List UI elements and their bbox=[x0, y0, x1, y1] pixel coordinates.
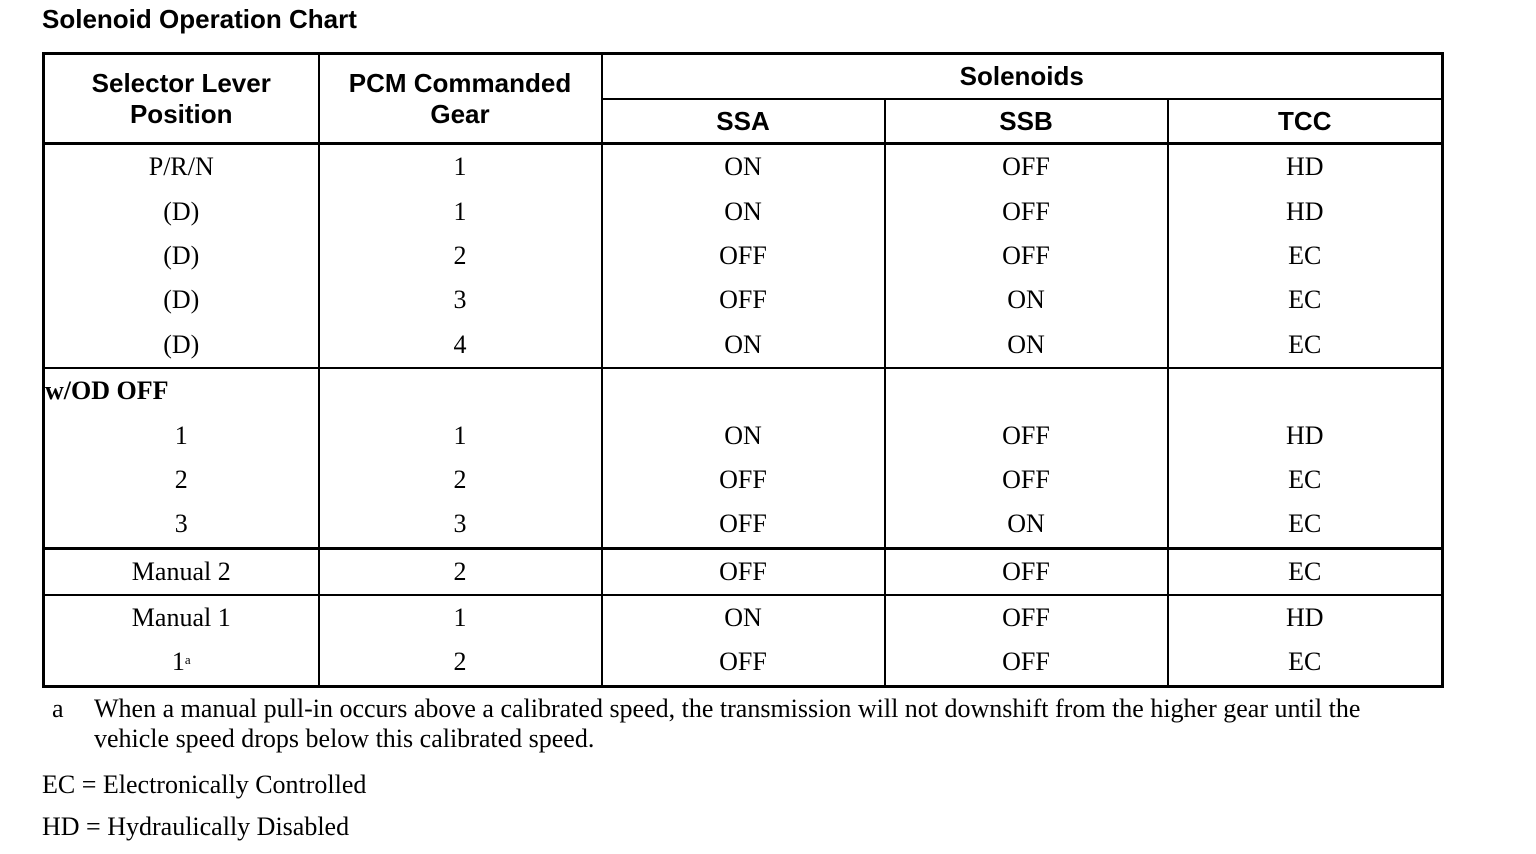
cell-gear: 3 bbox=[319, 278, 602, 322]
cell-ssa: OFF bbox=[602, 234, 885, 278]
header-ssb: SSB bbox=[885, 99, 1168, 144]
cell-gear: 1 bbox=[319, 144, 602, 190]
cell-position: 1 bbox=[44, 413, 319, 457]
table-row bbox=[44, 278, 1443, 322]
position-value: 1 bbox=[171, 647, 185, 677]
cell-position: (D) bbox=[44, 189, 319, 233]
table-row bbox=[44, 458, 1443, 502]
cell-ssa: OFF bbox=[602, 278, 885, 322]
cell-empty bbox=[885, 368, 1168, 413]
cell-ssa: ON bbox=[602, 413, 885, 457]
header-gear-line2: Gear bbox=[430, 98, 490, 129]
cell-gear: 2 bbox=[319, 458, 602, 502]
cell-tcc: HD bbox=[1168, 189, 1443, 233]
cell-gear: 1 bbox=[319, 595, 602, 640]
cell-ssb: OFF bbox=[885, 144, 1168, 190]
cell-tcc: HD bbox=[1168, 144, 1443, 190]
cell-ssa: ON bbox=[602, 323, 885, 368]
notes-section bbox=[42, 694, 1442, 842]
header-selector-line1: Selector Lever bbox=[91, 67, 271, 98]
cell-ssb: OFF bbox=[885, 458, 1168, 502]
table-row bbox=[44, 595, 1443, 640]
legend-ec: EC = Electronically Controlled bbox=[42, 770, 367, 799]
cell-gear: 1 bbox=[319, 189, 602, 233]
cell-ssb: ON bbox=[885, 502, 1168, 548]
cell-gear: 4 bbox=[319, 323, 602, 368]
cell-ssb: OFF bbox=[885, 413, 1168, 457]
table-row bbox=[44, 640, 1443, 686]
table-row bbox=[44, 189, 1443, 233]
cell-ssb: ON bbox=[885, 278, 1168, 322]
cell-tcc: EC bbox=[1168, 278, 1443, 322]
cell-tcc: HD bbox=[1168, 595, 1443, 640]
cell-tcc: EC bbox=[1168, 548, 1443, 595]
cell-ssa: ON bbox=[602, 189, 885, 233]
cell-gear: 2 bbox=[319, 548, 602, 595]
table-row-group-label bbox=[44, 368, 1443, 413]
solenoid-operation-table bbox=[42, 52, 1444, 688]
cell-tcc: EC bbox=[1168, 323, 1443, 368]
header-gear-line1: PCM Commanded bbox=[348, 67, 572, 98]
cell-ssb: ON bbox=[885, 323, 1168, 368]
cell-position: (D) bbox=[44, 323, 319, 368]
cell-position: 3 bbox=[44, 502, 319, 548]
header-selector-line2: Position bbox=[129, 98, 233, 129]
header-ssa: SSA bbox=[602, 99, 885, 144]
cell-tcc: EC bbox=[1168, 458, 1443, 502]
footnote-text: When a manual pull-in occurs above a calibrated speed, the transmission will not downshift from the higher gear until the vehicle speed drops below this calibrated speed. bbox=[94, 694, 1361, 753]
legend-hd: HD = Hydraulically Disabled bbox=[42, 812, 350, 841]
cell-position: Manual 2 bbox=[44, 548, 319, 595]
cell-ssa: OFF bbox=[602, 548, 885, 595]
header-solenoids: Solenoids bbox=[602, 54, 1443, 100]
header-selector-lever-position bbox=[44, 54, 319, 144]
cell-ssb: OFF bbox=[885, 548, 1168, 595]
table-row bbox=[44, 144, 1443, 190]
cell-ssb: OFF bbox=[885, 595, 1168, 640]
cell-ssa: OFF bbox=[602, 458, 885, 502]
table-row bbox=[44, 413, 1443, 457]
cell-gear: 2 bbox=[319, 640, 602, 686]
cell-ssa: ON bbox=[602, 144, 885, 190]
cell-tcc: EC bbox=[1168, 640, 1443, 686]
header-tcc: TCC bbox=[1168, 99, 1443, 144]
cell-ssb: OFF bbox=[885, 189, 1168, 233]
cell-tcc: EC bbox=[1168, 234, 1443, 278]
cell-empty bbox=[602, 368, 885, 413]
cell-ssa: OFF bbox=[602, 502, 885, 548]
table-row bbox=[44, 502, 1443, 548]
cell-empty bbox=[1168, 368, 1443, 413]
cell-tcc: HD bbox=[1168, 413, 1443, 457]
footnote bbox=[42, 694, 1442, 754]
cell-position: Manual 1 bbox=[44, 595, 319, 640]
cell-gear: 3 bbox=[319, 502, 602, 548]
cell-gear: 2 bbox=[319, 234, 602, 278]
chart-title: Solenoid Operation Chart bbox=[42, 4, 357, 34]
cell-empty bbox=[319, 368, 602, 413]
cell-position bbox=[44, 640, 319, 686]
cell-ssa: ON bbox=[602, 595, 885, 640]
cell-position: 2 bbox=[44, 458, 319, 502]
cell-ssb: OFF bbox=[885, 234, 1168, 278]
cell-tcc: EC bbox=[1168, 502, 1443, 548]
footnote-marker: a bbox=[184, 652, 191, 668]
table-row bbox=[44, 234, 1443, 278]
table-row bbox=[44, 323, 1443, 368]
cell-ssb: OFF bbox=[885, 640, 1168, 686]
cell-position: P/R/N bbox=[44, 144, 319, 190]
cell-position: (D) bbox=[44, 278, 319, 322]
cell-gear: 1 bbox=[319, 413, 602, 457]
group-label-wod-off: w/OD OFF bbox=[44, 368, 319, 413]
cell-position: (D) bbox=[44, 234, 319, 278]
cell-ssa: OFF bbox=[602, 640, 885, 686]
footnote-mark: a bbox=[52, 694, 64, 723]
header-pcm-commanded-gear bbox=[319, 54, 602, 144]
table-row bbox=[44, 548, 1443, 595]
